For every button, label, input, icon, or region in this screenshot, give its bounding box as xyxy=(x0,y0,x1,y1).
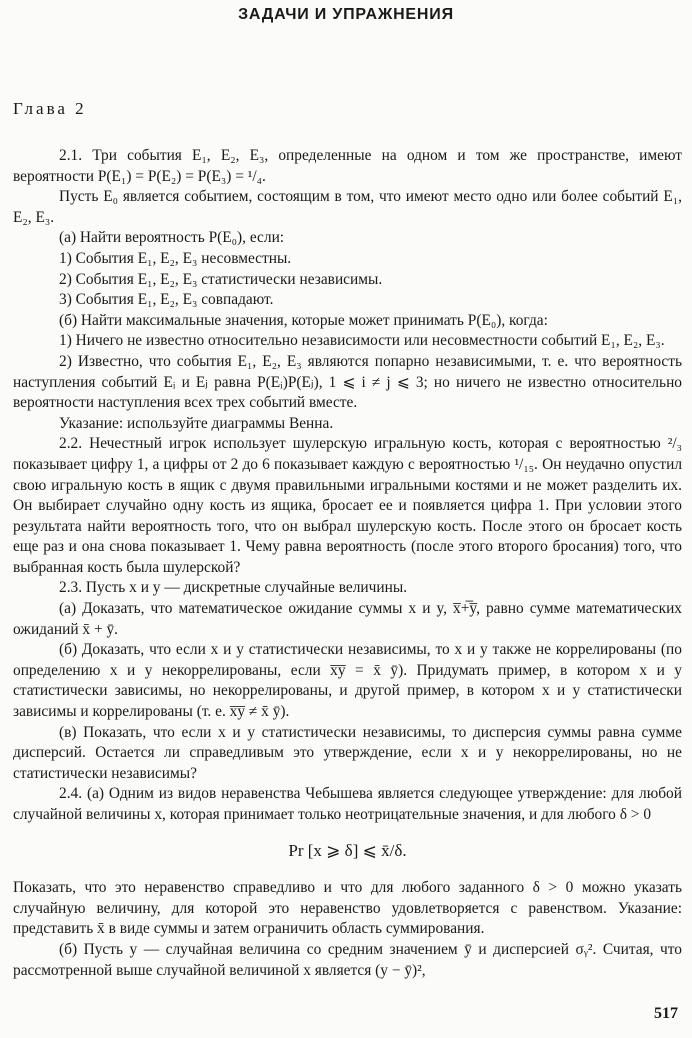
chapter-heading: Глава 2 xyxy=(13,99,87,118)
paragraph: Показать, что это неравенство справедливо и что для любого заданного δ > 0 можно указать случайную величину, для которой это неравенство удовлетворяется с равенством. Указание: представить x̄ в виде суммы и затем ограничить область суммирования. xyxy=(13,879,682,938)
paragraph: 2.1. Три события E₁, E₂, E₃, определенные на одном и том же пространстве, имеют вероятности P(E₁) = P(E₂) = P(E₃) = ¹/₄. xyxy=(13,147,682,185)
chebyshev-formula xyxy=(13,841,682,862)
formula-text: Pr [x ⩾ δ] ⩽ x̄/δ. xyxy=(288,840,407,860)
paragraph: 1) Ничего не известно относительно независимости или несовместности событий E₁, E₂, E₃. xyxy=(59,332,665,350)
paragraph: 2.2. Нечестный игрок использует шулерскую игральную кость, которая с вероятностью ²/₃ показывает цифру 1, а цифры от 2 до 6 показывает каждую с вероятностью ¹/₁₅. Он неудачно опустил свою игральную кость в ящик с двумя правильными игральными костями и не может разделить их. Он выбирает случайно одну кость из ящика, бросает ее и появляется цифра 1. При условии этого результата найти вероятность того, что он выбрал шулерскую кость. После этого он бросает кость еще раз и она снова показывает 1. Чему равна вероятность (после этого второго бросания) того, что выбранная кость была шулерской? xyxy=(13,435,682,576)
paragraph: 2.4. (а) Одним из видов неравенства Чебышева является следующее утверждение: для любой случайной величины x, которая принимает только неотрицательные значения, и для любого δ > 0 xyxy=(13,785,682,823)
paragraph: 2.3. Пусть x и y — дискретные случайные величины. xyxy=(59,579,408,597)
page-title: ЗАДАЧИ И УПРАЖНЕНИЯ xyxy=(238,6,454,23)
paragraph: (б) Доказать, что если x и y статистически независимы, то x и y также не коррелированы (по определению x и y некоррелированы, если x̅y̅ = x̄ ȳ). Придумать пример, в котором x и y статистически зависимы, но некоррелированы, и другой пример, в котором x и y статистически зависимы и коррелированы (т. е. x̅y̅ ≠ x̄ ȳ). xyxy=(13,641,682,721)
paragraph: (б) Найти максимальные значения, которые может принимать P(E₀), когда: xyxy=(59,311,548,329)
paragraph: 3) События E₁, E₂, E₃ совпадают. xyxy=(59,291,274,309)
paragraph: (а) Доказать, что математическое ожидание суммы x и y, x̅+̅y̅, равно сумме математических ожиданий x̄ + ȳ. xyxy=(13,600,682,638)
paragraph: (в) Показать, что если x и y статистически независимы, то дисперсия суммы равна сумме дисперсий. Остается ли справедливым это утверждение, если x и y некоррелированы, но не статистически независимы? xyxy=(13,723,682,782)
problems-text xyxy=(13,146,682,981)
page-number: 517 xyxy=(654,1005,678,1022)
paragraph: (а) Найти вероятность P(E₀), если: xyxy=(59,229,285,247)
paragraph: Пусть E₀ является событием, состоящим в том, что имеют место одно или более событий E₁, E₂, E₃. xyxy=(13,188,682,226)
paragraph: (б) Пусть y — случайная величина со средним значением ȳ и дисперсией σᵧ². Считая, что рассмотренной выше случайной величиной x является (y − ȳ)², xyxy=(13,940,682,979)
paragraph: 1) События E₁, E₂, E₃ несовместны. xyxy=(59,249,292,267)
paragraph: 2) События E₁, E₂, E₃ статистически независимы. xyxy=(59,270,383,288)
paragraph: Указание: используйте диаграммы Венна. xyxy=(59,414,334,432)
paragraph: 2) Известно, что события E₁, E₂, E₃ являются попарно независимыми, т. е. что вероятность наступления событий Eᵢ и Eⱼ равна P(Eᵢ)P(Eⱼ), 1 ⩽ i ≠ j ⩽ 3; но ничего не известно относительно вероятности наступления всех трех событий вместе. xyxy=(13,352,682,412)
